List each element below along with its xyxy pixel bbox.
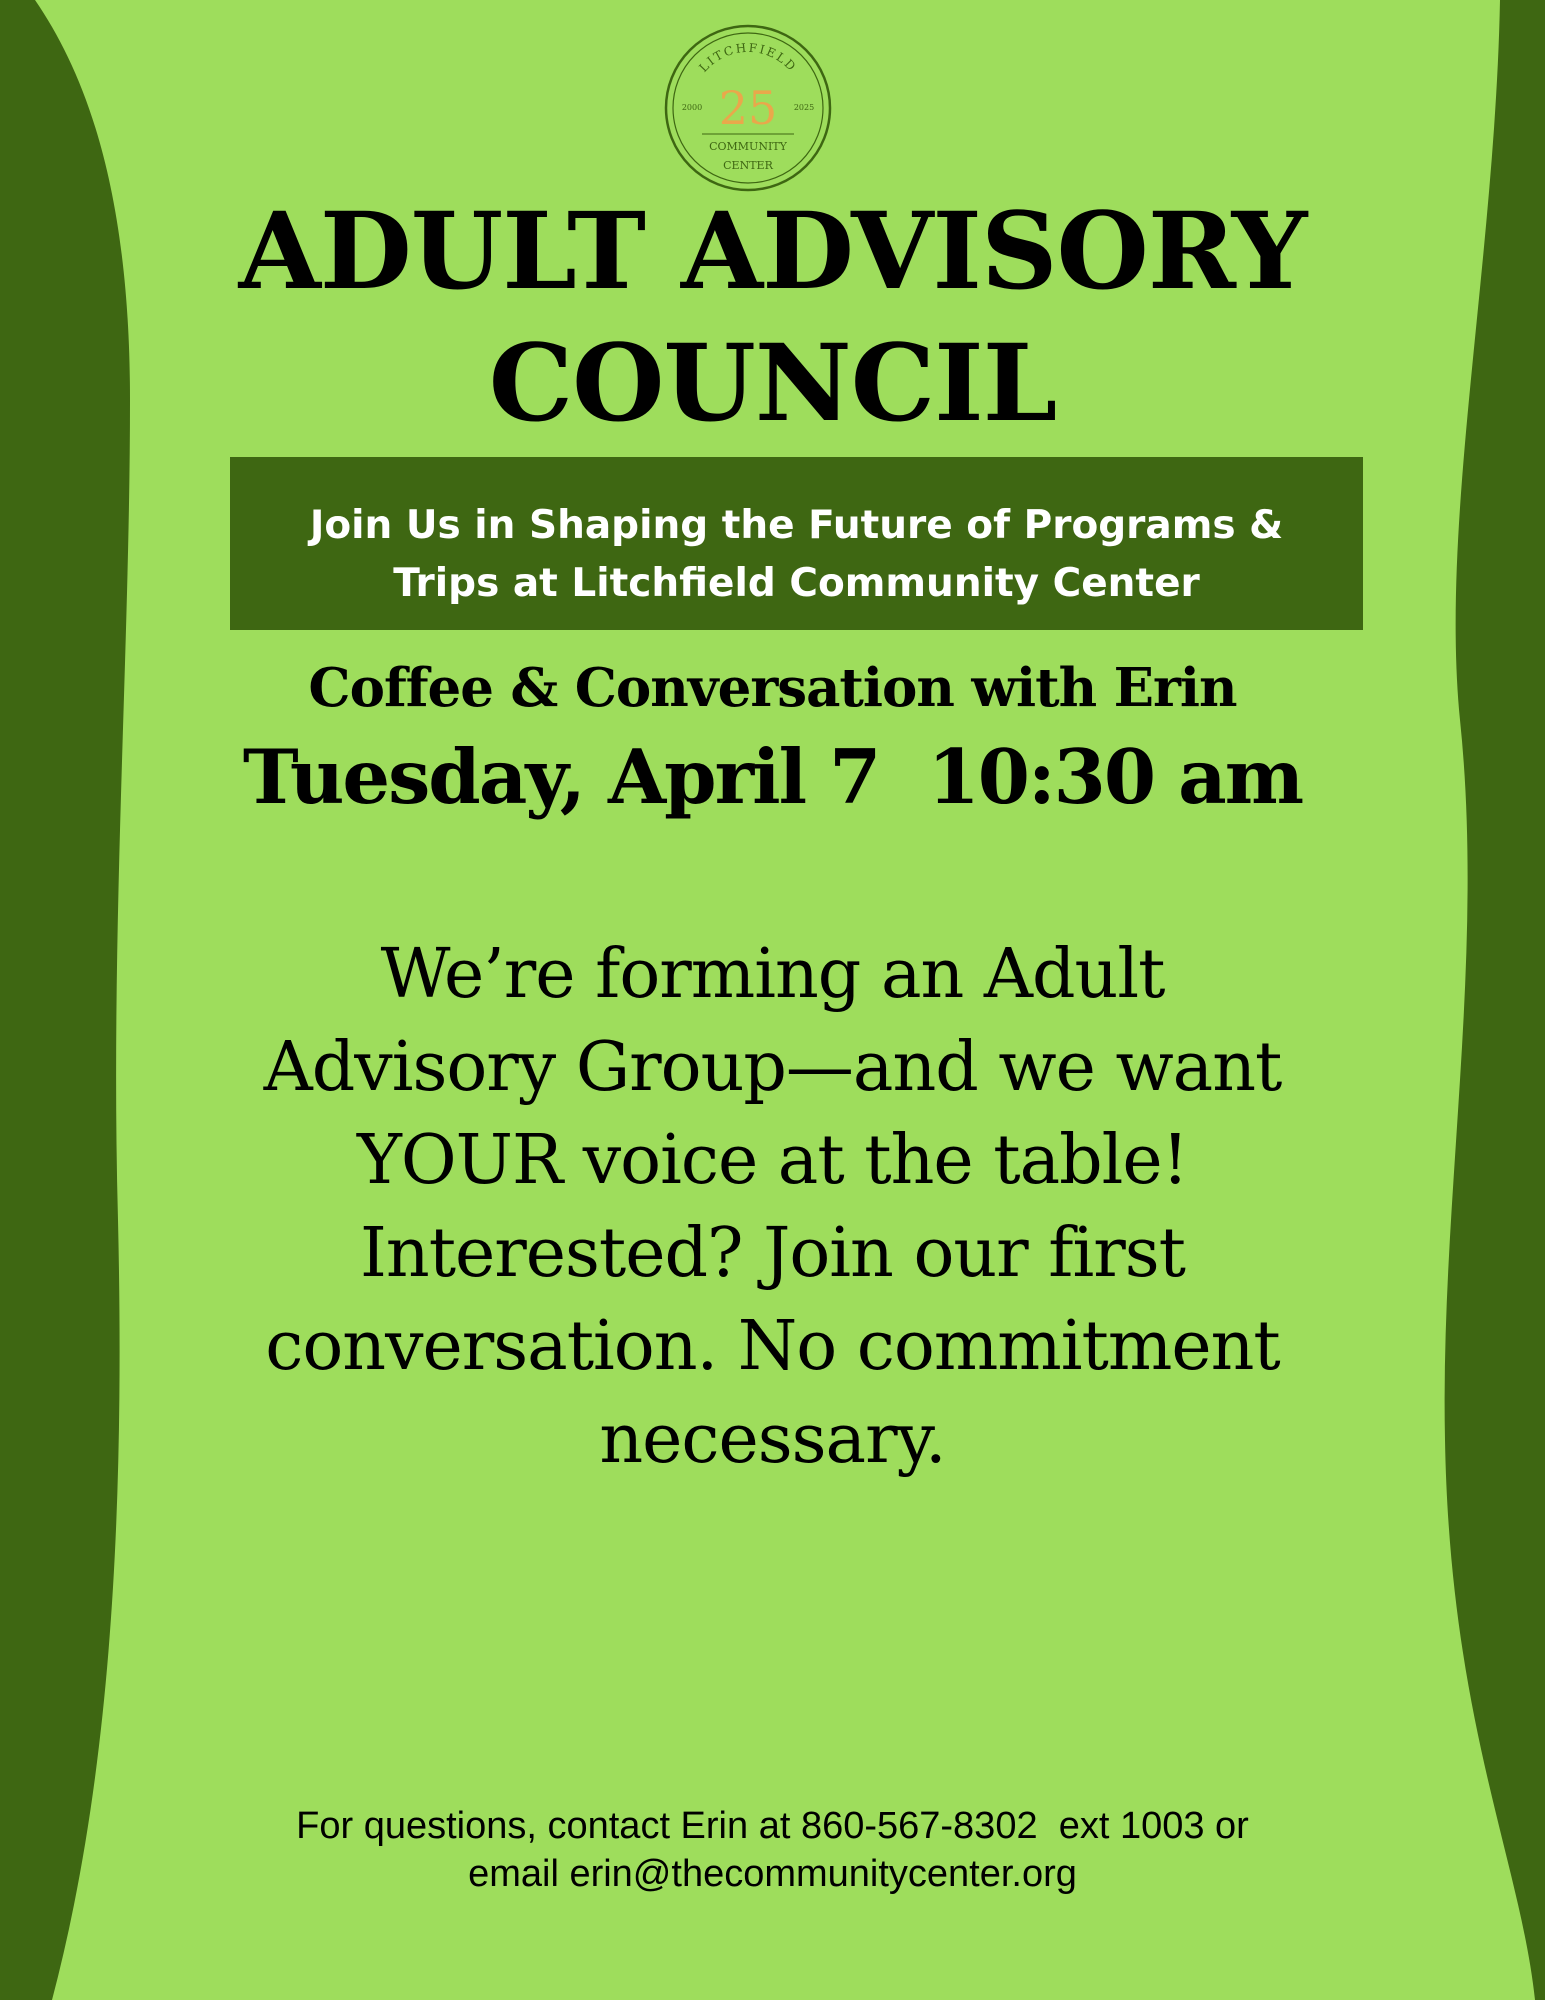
logo-line-community: COMMUNITY xyxy=(709,140,787,153)
banner-line-2: Trips at Litchfield Community Center xyxy=(393,561,1200,606)
body-line: We’re forming an Adult xyxy=(380,935,1165,1014)
logo-arc-text: LITCHFIELD xyxy=(696,40,800,75)
body-line: Advisory Group—and we want xyxy=(263,1028,1282,1107)
invitation-banner xyxy=(230,457,1363,630)
body-line: YOUR voice at the table! xyxy=(357,1121,1188,1200)
event-date-time: Tuesday, April 7 10:30 am xyxy=(242,733,1303,821)
logo-year-end: 2025 xyxy=(793,103,815,112)
body-line: necessary. xyxy=(599,1400,946,1479)
banner-line-1: Join Us in Shaping the Future of Programs & xyxy=(309,503,1284,548)
title-line-1: ADULT ADVISORY xyxy=(238,188,1307,313)
logo-year-start: 2000 xyxy=(681,103,703,112)
contact-line-phone: For questions, contact Erin at 860-567-8302 ext 1003 or xyxy=(296,1805,1249,1847)
body-line: conversation. No commitment xyxy=(265,1307,1280,1386)
body-paragraph xyxy=(160,928,1385,1486)
logo-number: 25 xyxy=(718,81,778,135)
page-title xyxy=(150,185,1395,449)
title-line-2: COUNCIL xyxy=(488,320,1057,445)
event-title: Coffee & Conversation with Erin xyxy=(308,657,1237,719)
anniversary-logo xyxy=(662,22,834,194)
body-line: Interested? Join our first xyxy=(360,1214,1185,1293)
contact-info xyxy=(150,1802,1395,1898)
logo-line-center: CENTER xyxy=(723,159,773,172)
contact-line-email: email erin@thecommunitycenter.org xyxy=(468,1853,1077,1895)
